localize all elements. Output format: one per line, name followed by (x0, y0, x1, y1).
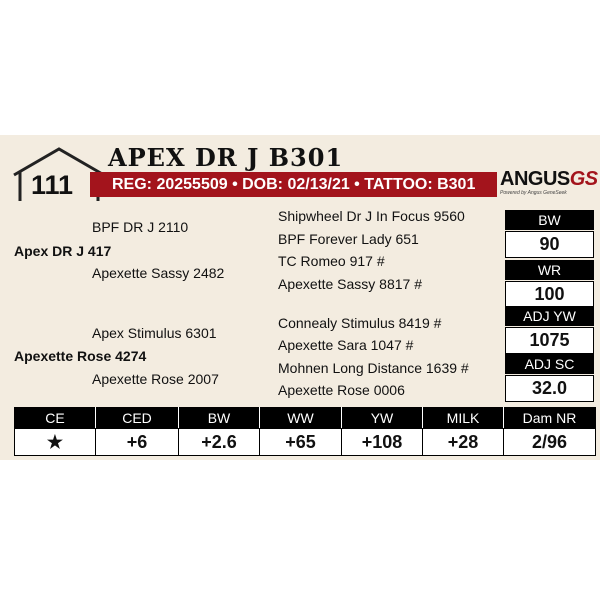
epd-value-bw: +2.6 (179, 429, 260, 456)
stat-adjsc-label: ADJ SC (505, 354, 594, 374)
stat-bw-value: 90 (505, 231, 594, 258)
logo-tagline: Powered by Angus GeneSeek (500, 190, 567, 196)
stat-bw-label: BW (505, 210, 594, 230)
epd-value-ww: +65 (260, 429, 342, 456)
sire-sire-sire: Shipwheel Dr J In Focus 9560 (278, 208, 465, 224)
epd-header-yw: YW (342, 408, 423, 429)
epd-table (14, 407, 596, 456)
registration-bar: REG: 20255509 • DOB: 02/13/21 • TATTOO: B301 (90, 172, 497, 197)
lot-number: 111 (30, 170, 74, 200)
sire-dam-sire: TC Romeo 917 # (278, 253, 385, 269)
logo-brand: ANGUS (500, 168, 570, 190)
stat-wr-label: WR (505, 260, 594, 280)
epd-value-milk: +28 (423, 429, 504, 456)
epd-value-ce: ★ (15, 429, 96, 456)
epd-header-row (15, 408, 596, 429)
dam-dam-dam: Apexette Rose 0006 (278, 382, 405, 398)
epd-header-dam-nr: Dam NR (504, 408, 596, 429)
sire-sire-dam: BPF Forever Lady 651 (278, 231, 419, 247)
logo-suffix: GS (569, 168, 598, 190)
epd-header-ww: WW (260, 408, 342, 429)
sire-sire: BPF DR J 2110 (92, 219, 189, 235)
dam-sire-sire: Connealy Stimulus 8419 # (278, 315, 442, 331)
dam-dam-sire: Mohnen Long Distance 1639 # (278, 360, 469, 376)
animal-name: APEX DR J B301 (108, 143, 344, 172)
sire-dam: Apexette Sassy 2482 (92, 265, 225, 281)
dam: Apexette Rose 4274 (14, 348, 147, 364)
sire: Apex DR J 417 (14, 243, 112, 259)
stat-adjyw-value: 1075 (505, 327, 594, 354)
epd-value-ced: +6 (96, 429, 179, 456)
epd-value-yw: +108 (342, 429, 423, 456)
epd-header-ced: CED (96, 408, 179, 429)
epd-header-ce: CE (15, 408, 96, 429)
stat-wr-value: 100 (505, 281, 594, 308)
stat-adjyw-label: ADJ YW (505, 306, 594, 326)
epd-header-bw: BW (179, 408, 260, 429)
stat-adjsc-value: 32.0 (505, 375, 594, 402)
epd-value-dam-nr: 2/96 (504, 429, 596, 456)
epd-value-row (15, 429, 596, 456)
angus-gs-logo (500, 168, 598, 202)
sire-dam-dam: Apexette Sassy 8817 # (278, 276, 422, 292)
epd-header-milk: MILK (423, 408, 504, 429)
dam-dam: Apexette Rose 2007 (92, 371, 219, 387)
dam-sire: Apex Stimulus 6301 (92, 325, 217, 341)
dam-sire-dam: Apexette Sara 1047 # (278, 337, 414, 353)
